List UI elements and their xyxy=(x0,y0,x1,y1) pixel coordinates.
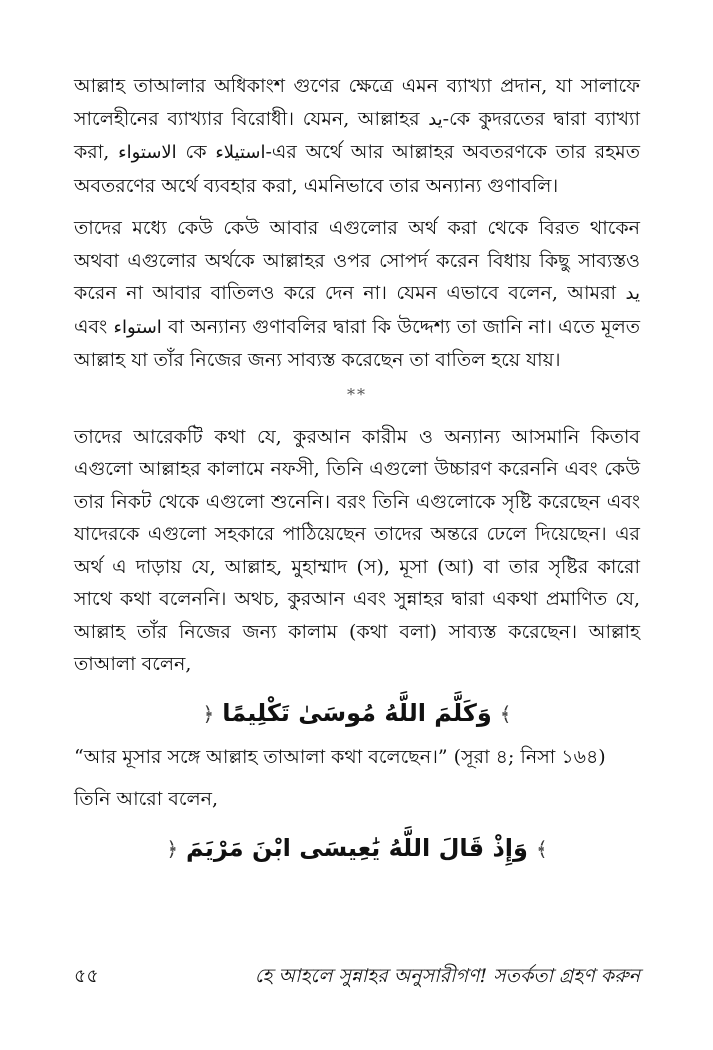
verse-arabic-text: وَكَلَّمَ اللَّهُ مُوسَىٰ تَكْلِيمًا xyxy=(222,698,492,727)
verse-ornament-left: ﴿ xyxy=(202,701,215,726)
verse-ornament-right: ﴾ xyxy=(499,701,512,726)
arabic-term-istiwa: استواء xyxy=(113,316,162,338)
page-number: ৫৫ xyxy=(74,965,99,987)
text-run: কে xyxy=(176,141,216,163)
verse-arabic-text: وَإِذْ قَالَ اللَّهُ يَٰعِيسَى ابْنَ مَرْيَمَ xyxy=(186,833,528,862)
verse-ornament-left: ﴿ xyxy=(166,836,179,861)
page-body xyxy=(74,70,640,876)
text-run: এবং xyxy=(74,315,114,338)
page-footer xyxy=(74,962,640,996)
verse-ornament-right: ﴾ xyxy=(535,836,548,861)
quran-verse-2 xyxy=(74,826,640,870)
text-run: বা অন্যান্য গুণাবলির দ্বারা কি উদ্দেশ্য তা জানি না। এতে মূলত আল্লাহ যা তাঁর নিজের জন্য সাব্যস্ত করেছেন তা বাতিল হয়ে যায়। xyxy=(74,315,641,371)
text-run: তাদের মধ্যে কেউ কেউ আবার এগুলোর অর্থ করা থেকে বিরত থাকেন অথবা এগুলোর অর্থকে আল্লাহর ওপর সোপর্দ করেন বিধায় কিছু সাব্যস্তও করেন না আবার বাতিলও করে দেন না। যেমন এভাবে বলেন, আমরা xyxy=(74,217,640,304)
section-separator: ** xyxy=(347,384,367,404)
paragraph-3: তাদের আরেকটি কথা যে, কুরআন কারীম ও অন্যান্য আসমানি কিতাব এগুলো আল্লাহর কালামে নফসী, তিনি এগুলো উচ্চারণ করেননি এবং কেউ তার নিকট থেকে এগুলো শুনেনি। বরং তিনি এগুলোকে সৃষ্টি করেছেন এবং যাদেরকে এগুলো সহকারে পাঠিয়েছেন তাদের অন্তরে ঢেলে দিয়েছেন। এর অর্থ এ দাড়ায় যে, আল্লাহ, মুহাম্মাদ (স), মূসা (আ) বা তার সৃষ্টির কারো সাথে কথা বলেননি। অথচ, কুরআন এবং সুন্নাহর দ্বারা একথা প্রমাণিত যে, আল্লাহ তাঁর নিজের জন্য কালাম (কথা বলা) সাব্যস্ত করেছেন। আল্লাহ তাআলা বলেন, xyxy=(74,425,640,675)
paragraph-2 xyxy=(74,212,640,377)
running-book-title: হে আহলে সুন্নাহর অনুসারীগণ! সতর্কতা গ্রহণ করুন xyxy=(254,965,640,987)
arabic-term-istawa: الاستواء xyxy=(118,142,177,163)
arabic-term-istila: استيلاء xyxy=(215,142,266,163)
text-run: -এর অর্থে আর আল্লাহর অবতরণকে তার রহমত অবতরণের অর্থে ব্যবহার করা, এমনিভাবে তার অন্যান্য গুণাবলি। xyxy=(74,141,640,197)
paragraph-1 xyxy=(74,70,640,202)
arabic-term-yad: يد xyxy=(625,283,640,304)
arabic-term-yad: يد xyxy=(428,108,443,130)
verse-translation-1: “আর মূসার সঙ্গে আল্লাহ তাআলা কথা বলেছেন।” (সূরা ৪; নিসা ১৬৪) xyxy=(74,745,606,768)
quran-verse-1 xyxy=(74,691,640,735)
paragraph-4: তিনি আরো বলেন, xyxy=(74,788,219,810)
text-run: আল্লাহ তাআলার অধিকাংশ গুণের ক্ষেত্রে এমন ব্যাখ্যা প্রদান, যা সালাফে সালেহীনের ব্যাখ্যার বিরোধী। যেমন, আল্লাহর xyxy=(74,75,640,130)
text-run: -কে কুদরতের দ্বারা ব্যাখ্যা করা, xyxy=(74,107,640,163)
